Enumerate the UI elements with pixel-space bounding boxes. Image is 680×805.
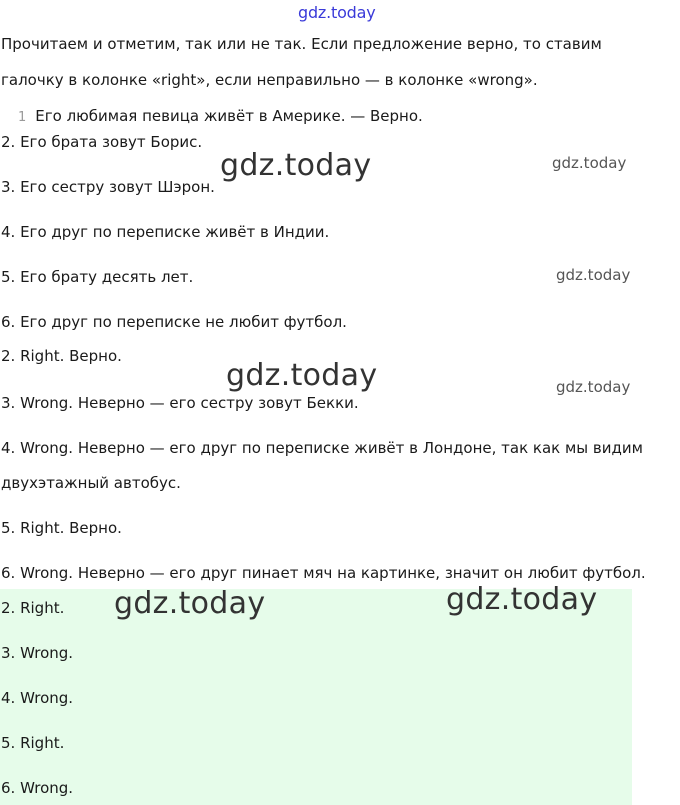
statement-4: 4. Его друг по переписке живёт в Индии. [1,223,330,241]
watermark: gdz.today [556,266,631,284]
answer-3: 3. Wrong. [1,644,74,662]
watermark: gdz.today [556,378,631,396]
answer-5: 5. Right. [1,734,65,752]
statement-5: 5. Его брату десять лет. [1,268,194,286]
statement-2: 2. Его брата зовут Борис. [1,133,203,151]
statement-6: 6. Его друг по переписке не любит футбол. [1,313,347,331]
watermark: gdz.today [114,586,266,621]
answer-4: 4. Wrong. [1,689,74,707]
intro-line-1: Прочитаем и отметим, так или не так. Если предложение верно, то ставим [1,35,602,53]
explanation-4-line-2: двухэтажный автобус. [1,474,181,492]
explanation-3: 3. Wrong. Неверно — его сестру зовут Бекки. [1,394,359,412]
list-number-marker: 1 [18,110,27,125]
watermark: gdz.today [446,582,598,617]
statement-3: 3. Его сестру зовут Шэрон. [1,178,215,196]
statement-1 [18,106,423,128]
answer-6: 6. Wrong. [1,779,74,797]
watermark: gdz.today [552,154,627,172]
statement-1-text: Его любимая певица живёт в Америке. — Верно. [35,107,423,125]
explanation-6: 6. Wrong. Неверно — его друг пинает мяч на картинке, значит он любит футбол. [1,564,646,582]
answer-2: 2. Right. [1,599,65,617]
watermark: gdz.today [226,358,378,393]
site-logo[interactable]: gdz.today [298,3,376,22]
explanation-5: 5. Right. Верно. [1,519,122,537]
answer-box [0,589,632,805]
explanation-4-line-1: 4. Wrong. Неверно — его друг по переписке живёт в Лондоне, так как мы видим [1,439,643,457]
explanation-2: 2. Right. Верно. [1,347,122,365]
intro-line-2: галочку в колонке «right», если неправильно — в колонке «wrong». [1,71,538,89]
watermark: gdz.today [220,148,372,183]
